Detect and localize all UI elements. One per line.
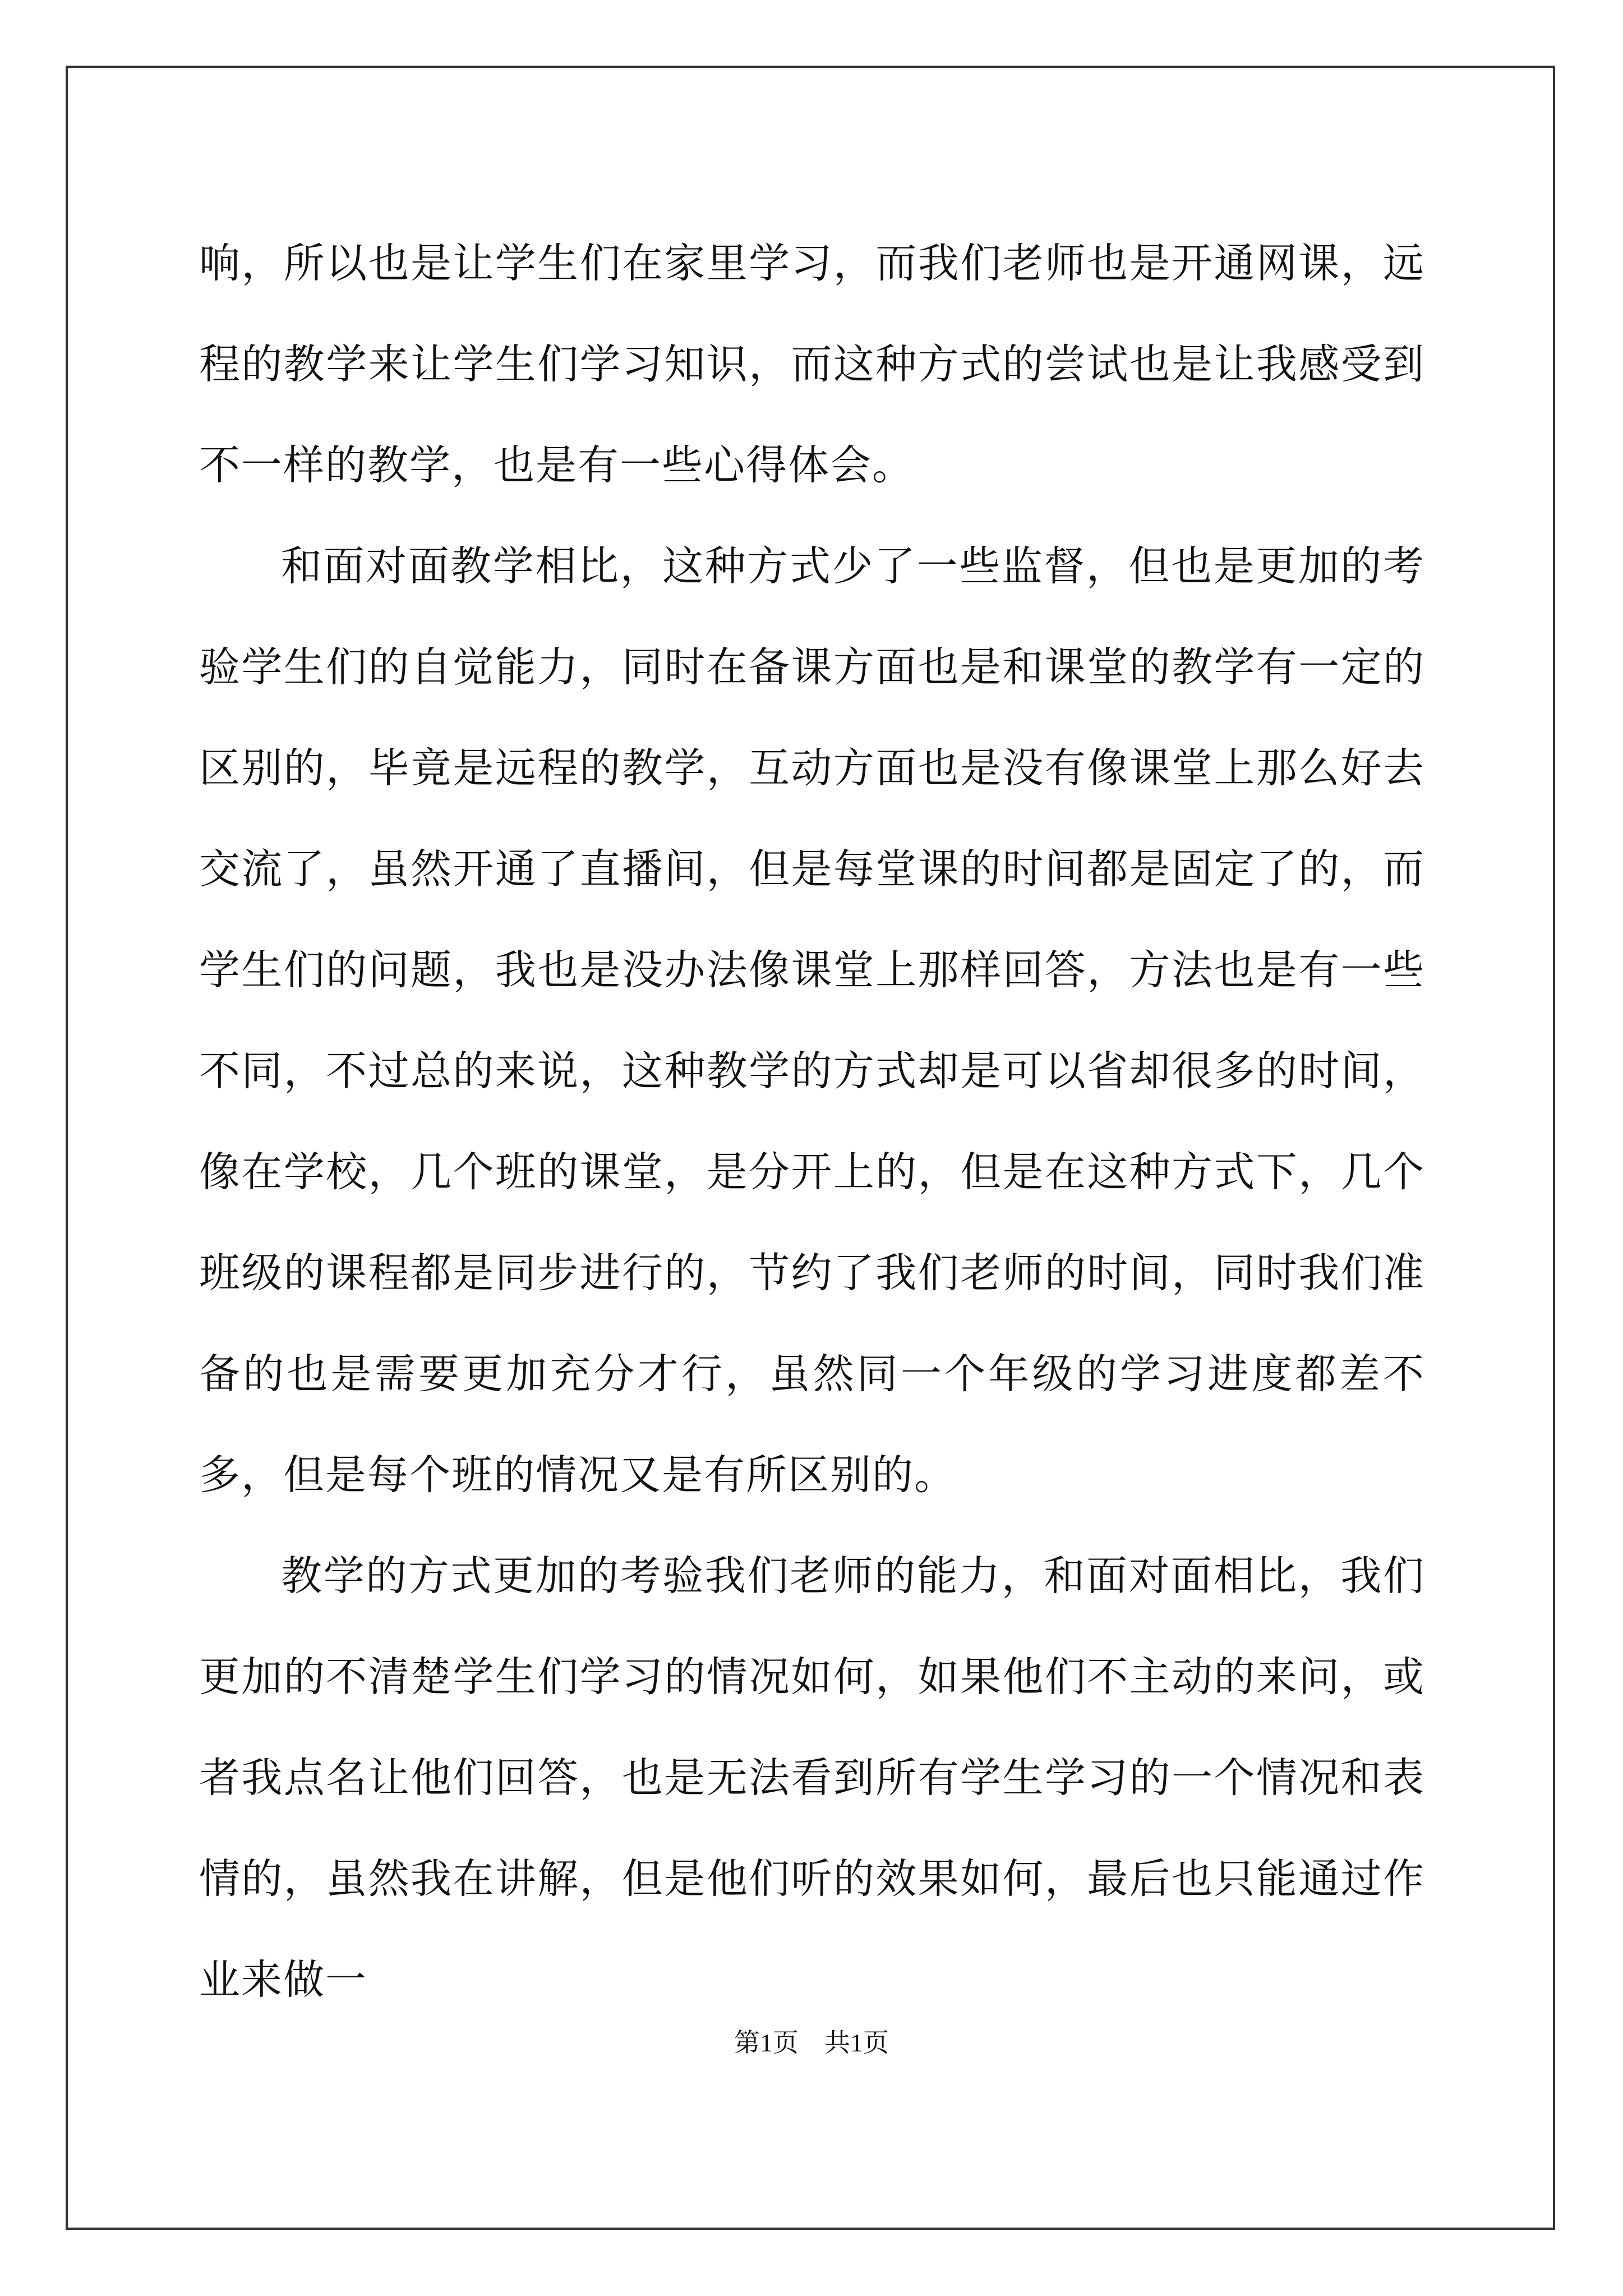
paragraph-1: 响，所以也是让学生们在家里学习，而我们老师也是开通网课，远程的教学来让学生们学习知识，而这种方式的尝试也是让我感受到不一样的教学，也是有一些心得体会。 xyxy=(199,240,1425,489)
paragraph-2: 和面对面教学相比，这种方式少了一些监督，但也是更加的考验学生们的自觉能力，同时在备课方面也是和课堂的教学有一定的区别的，毕竟是远程的教学，互动方面也是没有像课堂上那么好去交流了，虽然开通了直播间，但是每堂课的时间都是固定了的，而学生们的问题，我也是没办法像课堂上那样回答，方法也是有一些不同，不过总的来说，这种教学的方式却是可以省却很多的时间，像在学校，几个班的课堂，是分开上的，但是在这种方式下，几个班级的课程都是同步进行的，节约了我们老师的时间，同时我们准备的也是需要更加充分才行，虽然同一个年级的学习进度都差不多，但是每个班的情况又是有所区别的。 xyxy=(199,542,1425,1499)
document-body xyxy=(199,213,1425,2031)
paragraph-3: 教学的方式更加的考验我们老师的能力，和面对面相比，我们更加的不清楚学生们学习的情况如何，如果他们不主动的来问，或者我点名让他们回答，也是无法看到所有学生学习的一个情况和表情的，虽然我在讲解，但是他们听的效果如何，最后也只能通过作业来做一 xyxy=(199,1552,1425,2004)
page-footer: 第1页 共1页 xyxy=(734,2028,889,2057)
